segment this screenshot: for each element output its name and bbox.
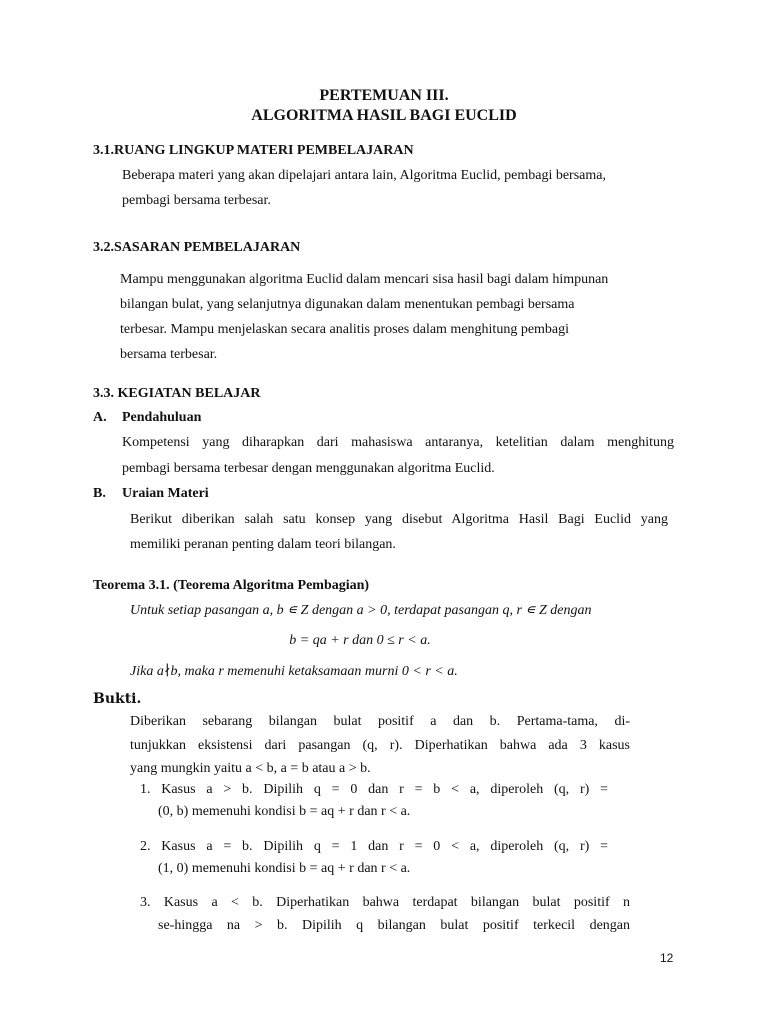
title-line-2: ALGORITMA HASIL BAGI EUCLID	[251, 107, 517, 124]
subsection-a-label: A.	[93, 410, 107, 425]
case-3-line-1: 3. Kasus a < b. Diperhatikan bahwa terdapat bilangan bulat positif n	[140, 895, 630, 910]
section-3-1-heading: 3.1.RUANG LINGKUP MATERI PEMBELAJARAN	[93, 143, 414, 158]
section-3-1-line-1: Beberapa materi yang akan dipelajari antara lain, Algoritma Euclid, pembagi bersama,	[122, 168, 606, 183]
theorem-heading: Teorema 3.1. (Teorema Algoritma Pembagian)	[93, 578, 370, 593]
section-3-2-line-1: Mampu menggunakan algoritma Euclid dalam mencari sisa hasil bagi dalam himpunan	[120, 272, 609, 287]
page-number: 12	[660, 951, 674, 965]
section-3-2-heading: 3.2.SASARAN PEMBELAJARAN	[93, 240, 301, 255]
subsection-b-line-2: memiliki peranan penting dalam teori bilangan.	[130, 537, 396, 552]
subsection-b-heading: Uraian Materi	[122, 486, 209, 501]
subsection-b-label: B.	[93, 486, 106, 501]
proof-line-2: tunjukkan eksistensi dari pasangan (q, r). Diperhatikan bahwa ada 3 kasus	[130, 738, 630, 753]
proof-heading: Bukti.	[93, 691, 142, 707]
case-1-line-1: 1. Kasus a > b. Dipilih q = 0 dan r = b < a, diperoleh (q, r) =	[140, 782, 608, 797]
subsection-a-heading: Pendahuluan	[122, 410, 202, 425]
case-2-line-2: (1, 0) memenuhi kondisi b = aq + r dan r < a.	[158, 861, 411, 876]
case-3-line-2: se-hingga na > b. Dipilih q bilangan bulat positif terkecil dengan	[158, 918, 630, 933]
case-2-line-1: 2. Kasus a = b. Dipilih q = 1 dan r = 0 < a, diperoleh (q, r) =	[140, 839, 608, 854]
case-1-line-2: (0, b) memenuhi kondisi b = aq + r dan r < a.	[158, 804, 411, 819]
section-3-3-heading: 3.3. KEGIATAN BELAJAR	[93, 386, 261, 401]
theorem-formula: b = qa + r dan 0 ≤ r < a.	[289, 633, 431, 648]
proof-line-1: Diberikan sebarang bilangan bulat positif a dan b. Pertama-tama, di-	[130, 714, 630, 729]
section-3-2-line-3: terbesar. Mampu menjelaskan secara analitis proses dalam menghitung pembagi	[120, 322, 570, 337]
subsection-a-line-2: pembagi bersama terbesar dengan menggunakan algoritma Euclid.	[122, 461, 495, 476]
theorem-line-2: Jika a∤b, maka r memenuhi ketaksamaan murni 0 < r < a.	[130, 664, 458, 679]
proof-line-3: yang mungkin yaitu a < b, a = b atau a > b.	[130, 761, 371, 776]
subsection-b-line-1: Berikut diberikan salah satu konsep yang disebut Algoritma Hasil Bagi Euclid yang	[130, 512, 668, 527]
section-3-2-line-2: bilangan bulat, yang selanjutnya digunakan dalam menentukan pembagi bersama	[120, 297, 575, 312]
section-3-2-line-4: bersama terbesar.	[120, 347, 218, 362]
section-3-1-line-2: pembagi bersama terbesar.	[122, 193, 271, 208]
theorem-line-1: Untuk setiap pasangan a, b ∊ Z dengan a > 0, terdapat pasangan q, r ∊ Z dengan	[130, 603, 592, 618]
subsection-a-line-1: Kompetensi yang diharapkan dari mahasiswa antaranya, ketelitian dalam menghitung	[122, 435, 674, 450]
title-line-1: PERTEMUAN III.	[319, 87, 449, 104]
